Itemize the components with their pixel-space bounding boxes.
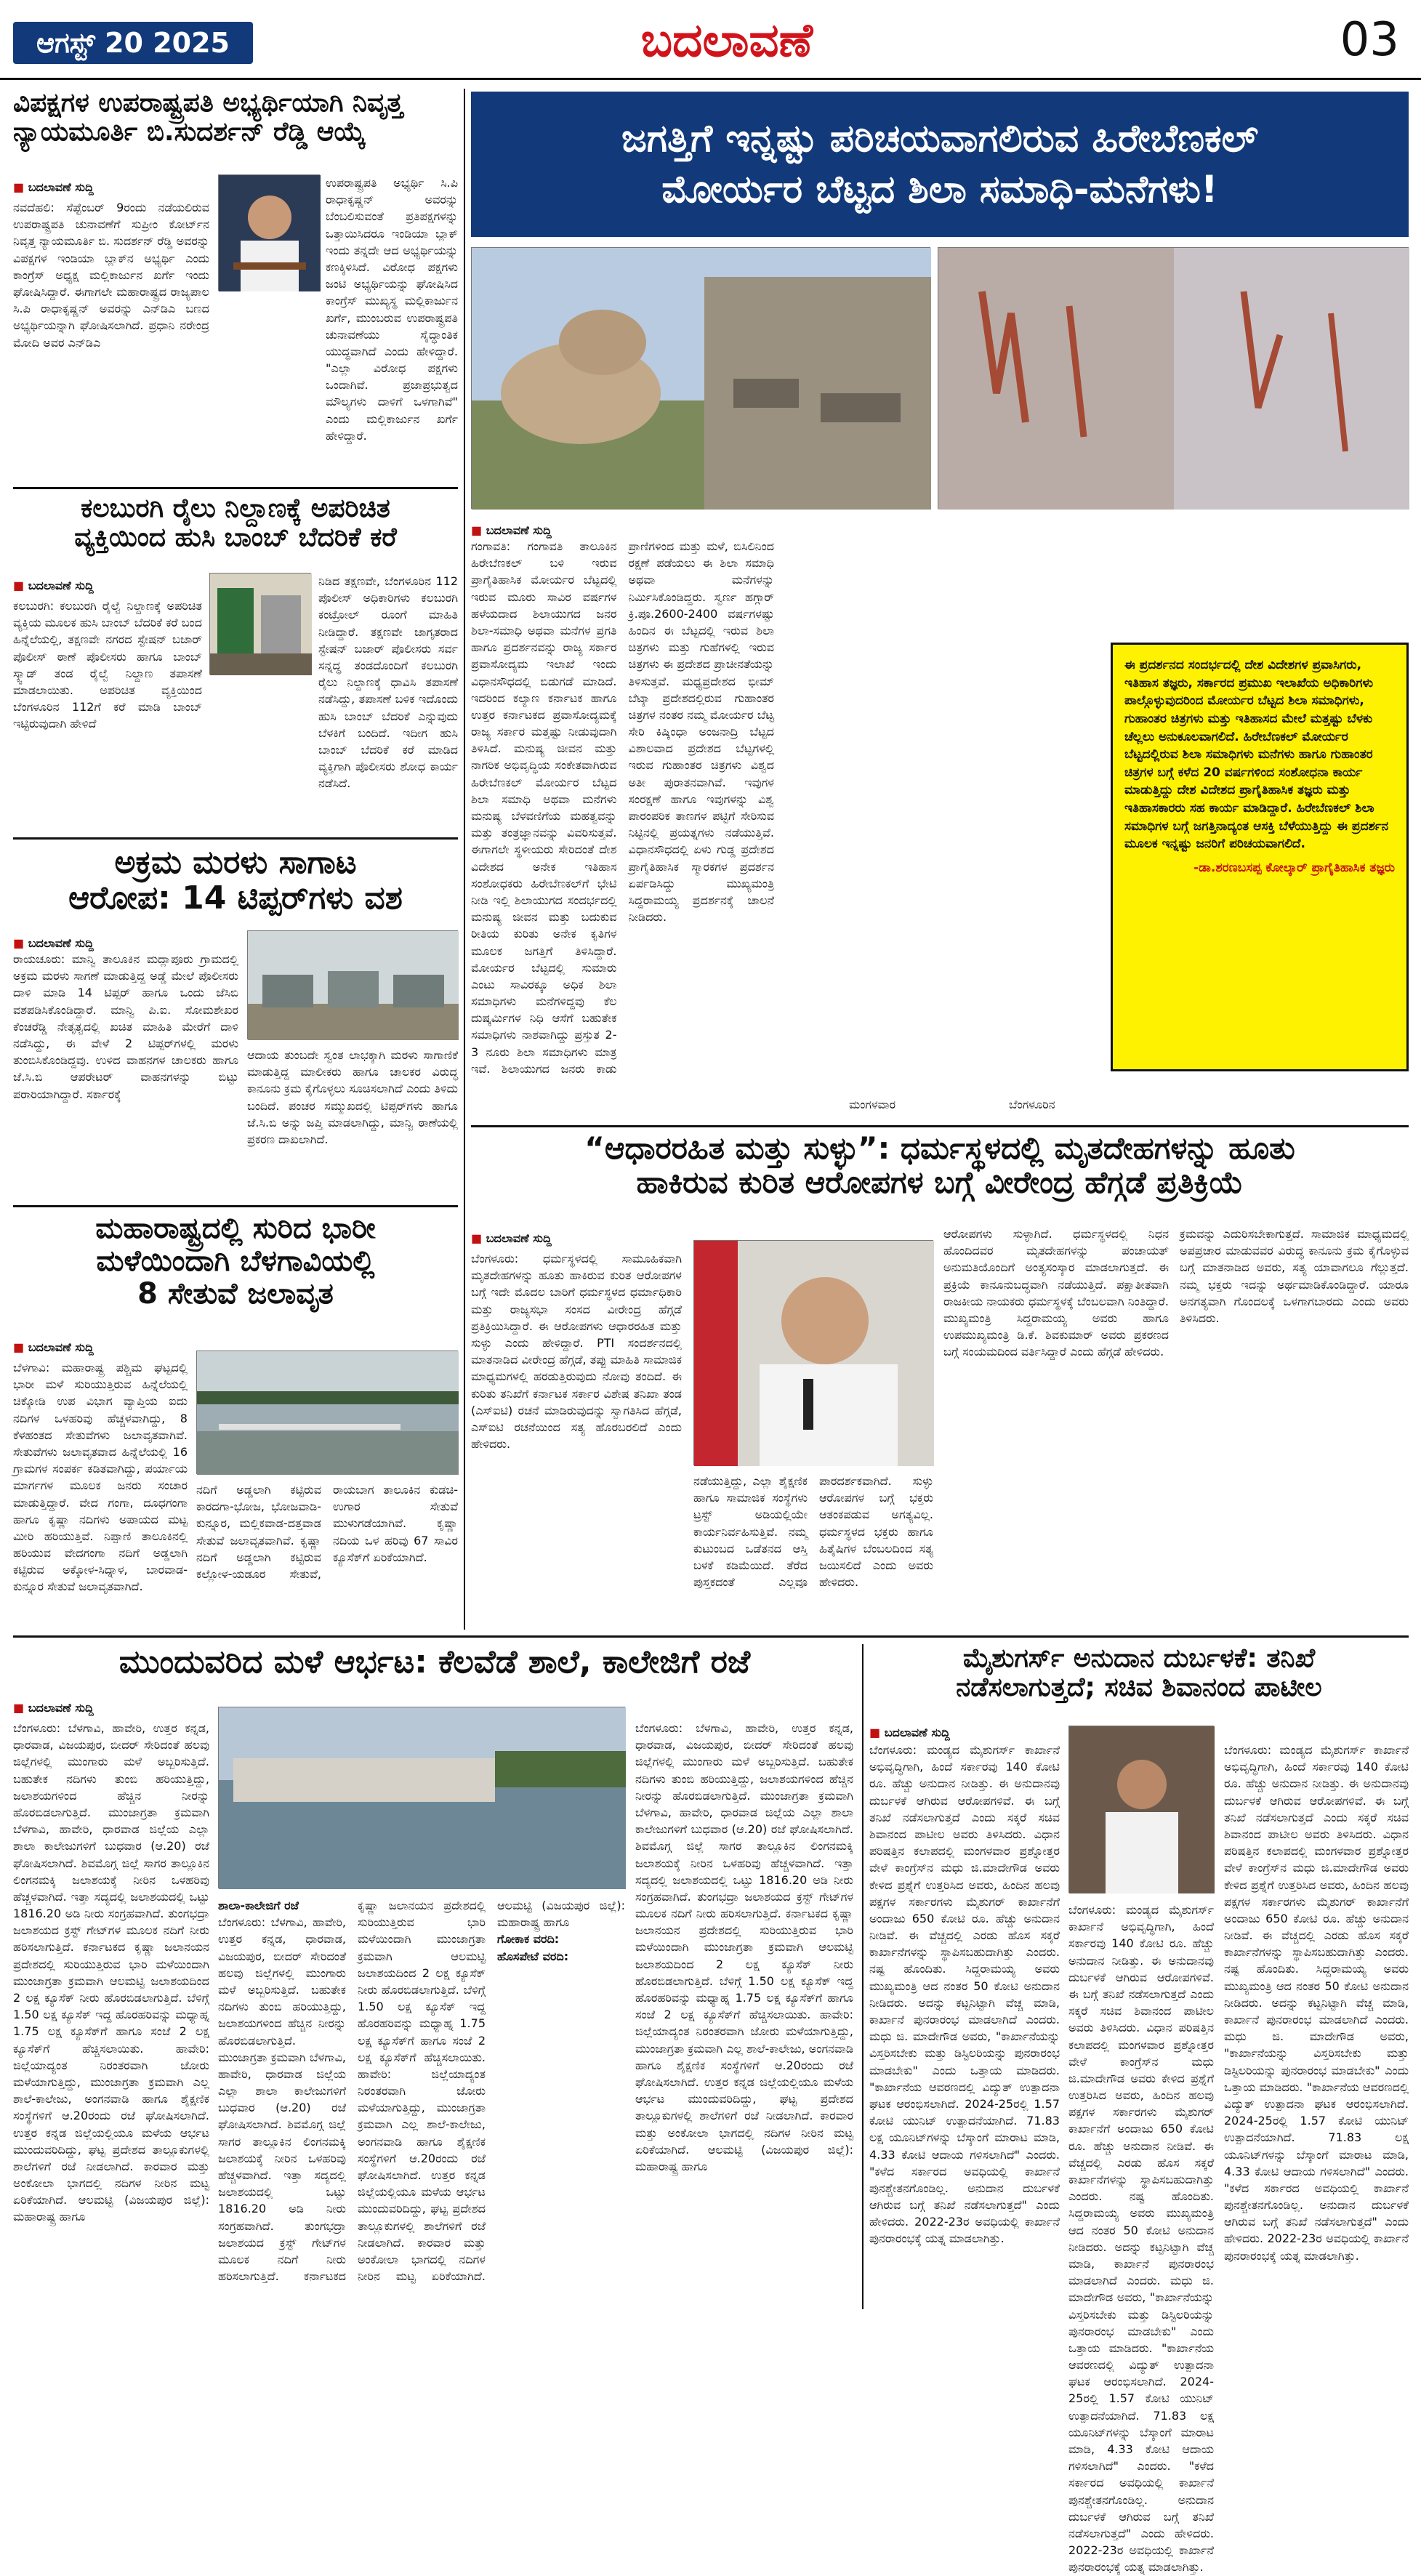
- photo-sudarshan-reddy: [218, 174, 320, 291]
- byline: ■ ಬದಲಾವಣೆ ಸುದ್ದಿ: [869, 1726, 1058, 1740]
- article-body-column-4: ಕ್ರಮವನ್ನು ಎದುರಿಸಬೇಕಾಗುತ್ತದೆ. ಸಾಮಾಜಿಕ ಮಾಧ್ಯಮದಲ್ಲಿ ಅಪಪ್ರಚಾರ ಮಾಡುವವರ ವಿರುದ್ಧ ಕಾನೂನು ಕ್ರಮ ಕೈಗೊಳ್ಳುವ ಬಗ್ಗೆ ಮಾತನಾಡಿದ ಅವರು, ಸತ್ಯ ಯಾವಾಗಲೂ ಗೆಲ್ಲುತ್ತದೆ. ನಮ್ಮ ಭಕ್ತರು ಇದನ್ನು ಅರ್ಥಮಾಡಿಕೊಂಡಿದ್ದಾರೆ. ಯಾರೂ ಅನಗತ್ಯವಾಗಿ ಗೊಂದಲಕ್ಕೆ ಒಳಗಾಗಬಾರದು ಎಂದು ಅವರು ತಿಳಿಸಿದರು.: [1180, 1227, 1409, 1325]
- newspaper-name: ಬದಲಾವಣೆ: [640, 13, 813, 68]
- article-body: ಬೆಂಗಳೂರು: ಮಂಡ್ಯದ ಮೈಶುಗರ್ಸ್ ಕಾರ್ಖಾನೆ ಅಭಿವೃದ್ಧಿಗಾಗಿ, ಹಿಂದೆ ಸರ್ಕಾರವು 140 ಕೋಟಿ ರೂ. ಹೆಚ್ಚು ಅನುದಾನ ನೀಡಿತ್ತು. ಈ ಅನುದಾನವು ದುರ್ಬಳಕೆ ಆಗಿರುವ ಆರೋಪಗಳಿವೆ. ಈ ಬಗ್ಗೆ ತನಿಖೆ ನಡೆಸಲಾಗುತ್ತದೆ ಎಂದು ಸಕ್ಕರೆ ಸಚಿವ ಶಿವಾನಂದ ಪಾಟೀಲ ಅವರು ತಿಳಿಸಿದರು. ವಿಧಾನ ಪರಿಷತ್ತಿನ ಕಲಾಪದಲ್ಲಿ ಮಂಗಳವಾರ ಪ್ರಶ್ನೋತ್ತರ ವೇಳೆ ಕಾಂಗ್ರೆಸ್‌ನ ಮಧು ಜಿ.ಮಾದೇಗೌಡ ಅವರು ಕೇಳಿದ ಪ್ರಶ್ನೆಗೆ ಉತ್ತರಿಸಿದ ಅವರು, ಹಿಂದಿನ ಹಲವು ಪಕ್ಷಗಳ ಸರ್ಕಾರಗಳು ಮೈಶುಗರ್ ಕಾರ್ಖಾನೆಗೆ ಅಂದಾಜು 650 ಕೋಟಿ ರೂ. ಹೆಚ್ಚು ಅನುದಾನ ನೀಡಿವೆ. ಈ ವೆಚ್ಚದಲ್ಲಿ ಎರಡು ಹೊಸ ಸಕ್ಕರೆ ಕಾರ್ಖಾನೆಗಳನ್ನು ಸ್ಥಾಪಿಸಬಹುದಾಗಿತ್ತು ಎಂದರು. ನಷ್ಟ ಹೊಂದಿತು. ಸಿದ್ದರಾಮಯ್ಯ ಅವರು ಮುಖ್ಯಮಂತ್ರಿ ಆದ ನಂತರ 50 ಕೋಟಿ ಅನುದಾನ ನೀಡಿದರು. ಅದನ್ನು ಕಟ್ಟನಿಟ್ಟಾಗಿ ವೆಚ್ಚ ಮಾಡಿ, ಕಾರ್ಖಾನೆ ಪುನರಾರಂಭ ಮಾಡಲಾಗಿದೆ ಎಂದರು. ಮಧು ಜಿ. ಮಾದೇಗೌಡ ಅವರು, "ಕಾರ್ಖಾನೆಯನ್ನು ವಿಸ್ತರಿಸಬೇಕು ಮತ್ತು ಡಿಸ್ಟಿಲರಿಯನ್ನು ಪುನರಾರಂಭ ಮಾಡಬೇಕು" ಎಂದು ಒತ್ತಾಯ ಮಾಡಿದರು. "ಕಾರ್ಖಾನೆಯ ಆವರಣದಲ್ಲಿ ವಿದ್ಯುತ್ ಉತ್ಪಾದನಾ ಘಟಕ ಆರಂಭಿಸಲಾಗಿದೆ. 2024-25ರಲ್ಲಿ 1.57 ಕೋಟಿ ಯುನಿಟ್ ಉತ್ಪಾದನೆಯಾಗಿದೆ. 71.83 ಲಕ್ಷ ಯೂನಿಟ್‌ಗಳನ್ನು ಬೆಸ್ಕಾಂಗೆ ಮಾರಾಟ ಮಾಡಿ, 4.33 ಕೋಟಿ ಆದಾಯ ಗಳಿಸಲಾಗಿದೆ" ಎಂದರು. "ಕಳೆದ ಸರ್ಕಾರದ ಅವಧಿಯಲ್ಲಿ ಕಾರ್ಖಾನೆ ಪುನಶ್ಚೇತನಗೊಂಡಿಲ್ಲ. ಅನುದಾನ ದುರ್ಬಳಕೆ ಆಗಿರುವ ಬಗ್ಗೆ ತನಿಖೆ ನಡೆಸಲಾಗುತ್ತದೆ" ಎಂದು ಹೇಳಿದರು. 2022-23ರ ಅವಧಿಯಲ್ಲಿ ಕಾರ್ಖಾನೆ ಪುನರಾರಂಭಕ್ಕೆ ಯತ್ನ ಮಾಡಲಾಗಿತ್ತು. ಬೆಂಗಳೂರು: ಮಂಡ್ಯದ ಮೈಶುಗರ್ಸ್ ಕಾರ್ಖಾನೆ ಅಭಿವೃದ್ಧಿಗಾಗಿ, ಹಿಂದೆ ಸರ್ಕಾರವು 140 ಕೋಟಿ ರೂ. ಹೆಚ್ಚು ಅನುದಾನ ನೀಡಿತ್ತು. ಈ ಅನುದಾನವು ದುರ್ಬಳಕೆ ಆಗಿರುವ ಆರೋಪಗಳಿವೆ. ಈ ಬಗ್ಗೆ ತನಿಖೆ ನಡೆಸಲಾಗುತ್ತದೆ ಎಂದು ಸಕ್ಕರೆ ಸಚಿವ ಶಿವಾನಂದ ಪಾಟೀಲ ಅವರು ತಿಳಿಸಿದರು. ವಿಧಾನ ಪರಿಷತ್ತಿನ ಕಲಾಪದಲ್ಲಿ ಮಂಗಳವಾರ ಪ್ರಶ್ನೋತ್ತರ ವೇಳೆ ಕಾಂಗ್ರೆಸ್‌ನ ಮಧು ಜಿ.ಮಾದೇಗೌಡ ಅವರು ಕೇಳಿದ ಪ್ರಶ್ನೆಗೆ ಉತ್ತರಿಸಿದ ಅವರು, ಹಿಂದಿನ ಹಲವು ಪಕ್ಷಗಳ ಸರ್ಕಾರಗಳು ಮೈಶುಗರ್ ಕಾರ್ಖಾನೆಗೆ ಅಂದಾಜು 650 ಕೋಟಿ ರೂ. ಹೆಚ್ಚು ಅನುದಾನ ನೀಡಿವೆ. ಈ ವೆಚ್ಚದಲ್ಲಿ ಎರಡು ಹೊಸ ಸಕ್ಕರೆ ಕಾರ್ಖಾನೆಗಳನ್ನು ಸ್ಥಾಪಿಸಬಹುದಾಗಿತ್ತು ಎಂದರು. ನಷ್ಟ ಹೊಂದಿತು. ಸಿದ್ದರಾಮಯ್ಯ ಅವರು ಮುಖ್ಯಮಂತ್ರಿ ಆದ ನಂತರ 50 ಕೋಟಿ ಅನುದಾನ ನೀಡಿದರು. ಅದನ್ನು ಕಟ್ಟನಿಟ್ಟಾಗಿ ವೆಚ್ಚ ಮಾಡಿ, ಕಾರ್ಖಾನೆ ಪುನರಾರಂಭ ಮಾಡಲಾಗಿದೆ ಎಂದರು. ಮಧು ಜಿ. ಮಾದೇಗೌಡ ಅವರು, "ಕಾರ್ಖಾನೆಯನ್ನು ವಿಸ್ತರಿಸಬೇಕು ಮತ್ತು ಡಿಸ್ಟಿಲರಿಯನ್ನು ಪುನರಾರಂಭ ಮಾಡಬೇಕು" ಎಂದು ಒತ್ತಾಯ ಮಾಡಿದರು. "ಕಾರ್ಖಾನೆಯ ಆವರಣದಲ್ಲಿ ವಿದ್ಯುತ್ ಉತ್ಪಾದನಾ ಘಟಕ ಆರಂಭಿಸಲಾಗಿದೆ. 2024-25ರಲ್ಲಿ 1.57 ಕೋಟಿ ಯುನಿಟ್ ಉತ್ಪಾದನೆಯಾಗಿದೆ. 71.83 ಲಕ್ಷ ಯೂನಿಟ್‌ಗಳನ್ನು ಬೆಸ್ಕಾಂಗೆ ಮಾರಾಟ ಮಾಡಿ, 4.33 ಕೋಟಿ ಆದಾಯ ಗಳಿಸಲಾಗಿದೆ" ಎಂದರು. "ಕಳೆದ ಸರ್ಕಾರದ ಅವಧಿಯಲ್ಲಿ ಕಾರ್ಖಾನೆ ಪುನಶ್ಚೇತನಗೊಂಡಿಲ್ಲ. ಅನುದಾನ ದುರ್ಬಳಕೆ ಆಗಿರುವ ಬಗ್ಗೆ ತನಿಖೆ ನಡೆಸಲಾಗುತ್ತದೆ" ಎಂದು ಹೇಳಿದರು. 2022-23ರ ಅವಧಿಯಲ್ಲಿ ಕಾರ್ಖಾನೆ ಪುನರಾರಂಭಕ್ಕೆ ಯತ್ನ ಮಾಡಲಾಗಿತ್ತು. ಬೆಂಗಳೂರು: ಮಂಡ್ಯದ ಮೈಶುಗರ್ಸ್ ಕಾರ್ಖಾನೆ ಅಭಿವೃದ್ಧಿಗಾಗಿ, ಹಿಂದೆ ಸರ್ಕಾರವು 140 ಕೋಟಿ ರೂ. ಹೆಚ್ಚು ಅನುದಾನ ನೀಡಿತ್ತು. ಈ ಅನುದಾನವು ದುರ್ಬಳಕೆ ಆಗಿರುವ ಆರೋಪಗಳಿವೆ. ಈ ಬಗ್ಗೆ ತನಿಖೆ ನಡೆಸಲಾಗುತ್ತದೆ ಎಂದು ಸಕ್ಕರೆ ಸಚಿವ ಶಿವಾನಂದ ಪಾಟೀಲ ಅವರು ತಿಳಿಸಿದರು. ವಿಧಾನ ಪರಿಷತ್ತಿನ ಕಲಾಪದಲ್ಲಿ ಮಂಗಳವಾರ ಪ್ರಶ್ನೋತ್ತರ ವೇಳೆ ಕಾಂಗ್ರೆಸ್‌ನ ಮಧು ಜಿ.ಮಾದೇಗೌಡ ಅವರು ಕೇಳಿದ ಪ್ರಶ್ನೆಗೆ ಉತ್ತರಿಸಿದ ಅವರು, ಹಿಂದಿನ ಹಲವು ಪಕ್ಷಗಳ ಸರ್ಕಾರಗಳು ಮೈಶುಗರ್ ಕಾರ್ಖಾನೆಗೆ ಅಂದಾಜು 650 ಕೋಟಿ ರೂ. ಹೆಚ್ಚು ಅನುದಾನ ನೀಡಿವೆ. ಈ ವೆಚ್ಚದಲ್ಲಿ ಎರಡು ಹೊಸ ಸಕ್ಕರೆ ಕಾರ್ಖಾನೆಗಳನ್ನು ಸ್ಥಾಪಿಸಬಹುದಾಗಿತ್ತು ಎಂದರು. ನಷ್ಟ ಹೊಂದಿತು. ಸಿದ್ದರಾಮಯ್ಯ ಅವರು ಮುಖ್ಯಮಂತ್ರಿ ಆದ ನಂತರ 50 ಕೋಟಿ ಅನುದಾನ ನೀಡಿದರು. ಅದನ್ನು ಕಟ್ಟನಿಟ್ಟಾಗಿ ವೆಚ್ಚ ಮಾಡಿ, ಕಾರ್ಖಾನೆ ಪುನರಾರಂಭ ಮಾಡಲಾಗಿದೆ ಎಂದರು. ಮಧು ಜಿ. ಮಾದೇಗೌಡ ಅವರು, "ಕಾರ್ಖಾನೆಯನ್ನು ವಿಸ್ತರಿಸಬೇಕು ಮತ್ತು ಡಿಸ್ಟಿಲರಿಯನ್ನು ಪುನರಾರಂಭ ಮಾಡಬೇಕು" ಎಂದು ಒತ್ತಾಯ ಮಾಡಿದರು. "ಕಾರ್ಖಾನೆಯ ಆವರಣದಲ್ಲಿ ವಿದ್ಯುತ್ ಉತ್ಪಾದನಾ ಘಟಕ ಆರಂಭಿಸಲಾಗಿದೆ. 2024-25ರಲ್ಲಿ 1.57 ಕೋಟಿ ಯುನಿಟ್ ಉತ್ಪಾದನೆಯಾಗಿದೆ. 71.83 ಲಕ್ಷ ಯೂನಿಟ್‌ಗಳನ್ನು ಬೆಸ್ಕಾಂಗೆ ಮಾರಾಟ ಮಾಡಿ, 4.33 ಕೋಟಿ ಆದಾಯ ಗಳಿಸಲಾಗಿದೆ" ಎಂದರು. "ಕಳೆದ ಸರ್ಕಾರದ ಅವಧಿಯಲ್ಲಿ ಕಾರ್ಖಾನೆ ಪುನಶ್ಚೇತನಗೊಂಡಿಲ್ಲ. ಅನುದಾನ ದುರ್ಬಳಕೆ ಆಗಿರುವ ಬಗ್ಗೆ ತನಿಖೆ ನಡೆಸಲಾಗುತ್ತದೆ" ಎಂದು ಹೇಳಿದರು. 2022-23ರ ಅವಧಿಯಲ್ಲಿ ಕಾರ್ಖಾನೆ ಪುನರಾರಂಭಕ್ಕೆ ಯತ್ನ ಮಾಡಲಾಗಿತ್ತು.: [869, 1743, 1409, 2575]
- article-body-lower: ಶಾಲಾ-ಕಾಲೇಜಿಗೆ ರಜೆ ಬೆಂಗಳೂರು: ಬೆಳಗಾವಿ, ಹಾವೇರಿ, ಉತ್ತರ ಕನ್ನಡ, ಧಾರವಾಡ, ವಿಜಯಪುರ, ಬೀದರ್ ಸೇರಿದಂತೆ ಹಲವು ಜಿಲ್ಲೆಗಳಲ್ಲಿ ಮುಂಗಾರು ಮಳೆ ಅಬ್ಬರಿಸುತ್ತಿದೆ. ಬಹುತೇಕ ನದಿಗಳು ತುಂಬಿ ಹರಿಯುತ್ತಿದ್ದು, ಜಲಾಶಯಗಳಿಂದ ಹೆಚ್ಚಿನ ನೀರನ್ನು ಹೊರಬಿಡಲಾಗುತ್ತಿದೆ. ಮುಂಜಾಗ್ರತಾ ಕ್ರಮವಾಗಿ ಬೆಳಗಾವಿ, ಹಾವೇರಿ, ಧಾರವಾಡ ಜಿಲ್ಲೆಯ ಎಲ್ಲಾ ಶಾಲಾ ಕಾಲೇಜುಗಳಿಗೆ ಬುಧವಾರ (ಆ.20) ರಜೆ ಘೋಷಿಸಲಾಗಿದೆ. ಶಿವಮೊಗ್ಗ ಜಿಲ್ಲೆ ಸಾಗರ ತಾಲ್ಲೂಕಿನ ಲಿಂಗನಮಕ್ಕಿ ಜಲಾಶಯಕ್ಕೆ ನೀರಿನ ಒಳಹರಿವು ಹೆಚ್ಚಳವಾಗಿದೆ. ಇತ್ತಾ ಸದ್ಯದಲ್ಲಿ ಜಲಾಶಯದಲ್ಲಿ ಒಟ್ಟು 1816.20 ಅಡಿ ನೀರು ಸಂಗ್ರಹವಾಗಿದೆ. ತುಂಗಭದ್ರಾ ಜಲಾಶಯದ ಕ್ರಸ್ಟ್ ಗೇಟ್‌ಗಳ ಮೂಲಕ ನದಿಗೆ ನೀರು ಹರಿಸಲಾಗುತ್ತಿದೆ. ಕರ್ನಾಟಕದ ಕೃಷ್ಣಾ ಜಲಾನಯನ ಪ್ರದೇಶದಲ್ಲಿ ಸುರಿಯುತ್ತಿರುವ ಭಾರಿ ಮಳೆಯಿಂದಾಗಿ ಮುಂಜಾಗ್ರತಾ ಕ್ರಮವಾಗಿ ಆಲಮಟ್ಟಿ ಜಲಾಶಯದಿಂದ 2 ಲಕ್ಷ ಕ್ಯೂಸೆಕ್ ನೀರು ಹೊರಬಿಡಲಾಗುತ್ತಿದೆ. ಬೆಳಿಗ್ಗೆ 1.50 ಲಕ್ಷ ಕ್ಯೂಸೆಕ್ ಇದ್ದ ಹೊರಹರಿವನ್ನು ಮಧ್ಯಾಹ್ನ 1.75 ಲಕ್ಷ ಕ್ಯೂಸೆಕ್‌ಗೆ ಹಾಗೂ ಸಂಜೆ 2 ಲಕ್ಷ ಕ್ಯೂಸೆಕ್‌ಗೆ ಹೆಚ್ಚಿಸಲಾಯಿತು. ಹಾವೇರಿ: ಜಿಲ್ಲೆಯಾದ್ಯಂತ ನಿರಂತರವಾಗಿ ಜೋರು ಮಳೆಯಾಗುತ್ತಿದ್ದು, ಮುಂಜಾಗ್ರತಾ ಕ್ರಮವಾಗಿ ಎಲ್ಲ ಶಾಲೆ-ಕಾಲೇಜು, ಅಂಗನವಾಡಿ ಹಾಗೂ ಶೈಕ್ಷಣಿಕ ಸಂಸ್ಥೆಗಳಿಗೆ ಆ.20ರಂದು ರಜೆ ಘೋಷಿಸಲಾಗಿದೆ. ಉತ್ತರ ಕನ್ನಡ ಜಿಲ್ಲೆಯಲ್ಲಿಯೂ ಮಳೆಯ ಆರ್ಭಟ ಮುಂದುವರಿದಿದ್ದು, ಘಟ್ಟ ಪ್ರದೇಶದ ತಾಲ್ಲೂಕುಗಳಲ್ಲಿ ಶಾಲೆಗಳಿಗೆ ರಜೆ ನೀಡಲಾಗಿದೆ. ಕಾರವಾರ ಮತ್ತು ಅಂಕೋಲಾ ಭಾಗದಲ್ಲಿ ನದಿಗಳ ನೀರಿನ ಮಟ್ಟ ಏರಿಕೆಯಾಗಿದೆ. ಆಲಮಟ್ಟಿ (ವಿಜಯಪುರ ಜಿಲ್ಲೆ): ಮಹಾರಾಷ್ಟ್ರ ಹಾಗೂ ಗೋಕಾಕ ವರದಿ: ಹೊಸಪೇಟೆ ವರದಿ:: [218, 1899, 625, 2284]
- byline: ■ ಬದಲಾವಣೆ ಸುದ್ದಿ: [13, 1340, 188, 1355]
- subhead-gokak: ಗೋಕಾಕ ವರದಿ:: [497, 1932, 560, 1947]
- article-body-continued: ನಿಡಿದ ತಕ್ಷಣವೇ, ಬೆಂಗಳೂರಿನ 112 ಪೊಲೀಸ್ ಅಧಿಕಾರಿಗಳು ಕಲಬುರಗಿ ಕಂಟ್ರೋಲ್ ರೂಂಗೆ ಮಾಹಿತಿ ನೀಡಿದ್ದಾರೆ. ತಕ್ಷಣವೇ ಜಾಗೃತರಾದ ಸ್ಟೇಷನ್ ಬಜಾರ್ ಪೊಲೀಸರು ಸರ್ವ ಸನ್ನದ್ಧ ತಂಡದೊಂದಿಗೆ ಕಲಬುರಗಿ ರೈಲು ನಿಲ್ದಾಣಕ್ಕೆ ಧಾವಿಸಿ ತಪಾಸಣೆ ನಡೆಸಿದ್ದು, ತಪಾಸಣೆ ಬಳಿಕ ಇದೊಂದು ಹುಸಿ ಬಾಂಬ್ ಬೆದರಿಕೆ ಎನ್ನುವುದು ಬೆಳಕಿಗೆ ಬಂದಿದೆ. ಇದೀಗ ಹುಸಿ ಬಾಂಬ್ ಬೆದರಿಕೆ ಕರೆ ಮಾಡಿದ ವ್ಯಕ್ತಿಗಾಗಿ ಪೊಲೀಸರು ಶೋಧ ಕಾರ್ಯ ನಡೆಸಿದೆ.: [318, 574, 458, 791]
- article-body: ಬೆಂಗಳೂರು: ಬೆಳಗಾವಿ, ಹಾವೇರಿ, ಉತ್ತರ ಕನ್ನಡ, ಧಾರವಾಡ, ವಿಜಯಪುರ, ಬೀದರ್ ಸೇರಿದಂತೆ ಹಲವು ಜಿಲ್ಲೆಗಳಲ್ಲಿ ಮುಂಗಾರು ಮಳೆ ಅಬ್ಬರಿಸುತ್ತಿದೆ. ಬಹುತೇಕ ನದಿಗಳು ತುಂಬಿ ಹರಿಯುತ್ತಿದ್ದು, ಜಲಾಶಯಗಳಿಂದ ಹೆಚ್ಚಿನ ನೀರನ್ನು ಹೊರಬಿಡಲಾಗುತ್ತಿದೆ. ಮುಂಜಾಗ್ರತಾ ಕ್ರಮವಾಗಿ ಬೆಳಗಾವಿ, ಹಾವೇರಿ, ಧಾರವಾಡ ಜಿಲ್ಲೆಯ ಎಲ್ಲಾ ಶಾಲಾ ಕಾಲೇಜುಗಳಿಗೆ ಬುಧವಾರ (ಆ.20) ರಜೆ ಘೋಷಿಸಲಾಗಿದೆ. ಶಿವಮೊಗ್ಗ ಜಿಲ್ಲೆ ಸಾಗರ ತಾಲ್ಲೂಕಿನ ಲಿಂಗನಮಕ್ಕಿ ಜಲಾಶಯಕ್ಕೆ ನೀರಿನ ಒಳಹರಿವು ಹೆಚ್ಚಳವಾಗಿದೆ. ಇತ್ತಾ ಸದ್ಯದಲ್ಲಿ ಜಲಾಶಯದಲ್ಲಿ ಒಟ್ಟು 1816.20 ಅಡಿ ನೀರು ಸಂಗ್ರಹವಾಗಿದೆ. ತುಂಗಭದ್ರಾ ಜಲಾಶಯದ ಕ್ರಸ್ಟ್ ಗೇಟ್‌ಗಳ ಮೂಲಕ ನದಿಗೆ ನೀರು ಹರಿಸಲಾಗುತ್ತಿದೆ. ಕರ್ನಾಟಕದ ಕೃಷ್ಣಾ ಜಲಾನಯನ ಪ್ರದೇಶದಲ್ಲಿ ಸುರಿಯುತ್ತಿರುವ ಭಾರಿ ಮಳೆಯಿಂದಾಗಿ ಮುಂಜಾಗ್ರತಾ ಕ್ರಮವಾಗಿ ಆಲಮಟ್ಟಿ ಜಲಾಶಯದಿಂದ 2 ಲಕ್ಷ ಕ್ಯೂಸೆಕ್ ನೀರು ಹೊರಬಿಡಲಾಗುತ್ತಿದೆ. ಬೆಳಿಗ್ಗೆ 1.50 ಲಕ್ಷ ಕ್ಯೂಸೆಕ್ ಇದ್ದ ಹೊರಹರಿವನ್ನು ಮಧ್ಯಾಹ್ನ 1.75 ಲಕ್ಷ ಕ್ಯೂಸೆಕ್‌ಗೆ ಹಾಗೂ ಸಂಜೆ 2 ಲಕ್ಷ ಕ್ಯೂಸೆಕ್‌ಗೆ ಹೆಚ್ಚಿಸಲಾಯಿತು. ಹಾವೇರಿ: ಜಿಲ್ಲೆಯಾದ್ಯಂತ ನಿರಂತರವಾಗಿ ಜೋರು ಮಳೆಯಾಗುತ್ತಿದ್ದು, ಮುಂಜಾಗ್ರತಾ ಕ್ರಮವಾಗಿ ಎಲ್ಲ ಶಾಲೆ-ಕಾಲೇಜು, ಅಂಗನವಾಡಿ ಹಾಗೂ ಶೈಕ್ಷಣಿಕ ಸಂಸ್ಥೆಗಳಿಗೆ ಆ.20ರಂದು ರಜೆ ಘೋಷಿಸಲಾಗಿದೆ. ಉತ್ತರ ಕನ್ನಡ ಜಿಲ್ಲೆಯಲ್ಲಿಯೂ ಮಳೆಯ ಆರ್ಭಟ ಮುಂದುವರಿದಿದ್ದು, ಘಟ್ಟ ಪ್ರದೇಶದ ತಾಲ್ಲೂಕುಗಳಲ್ಲಿ ಶಾಲೆಗಳಿಗೆ ರಜೆ ನೀಡಲಾಗಿದೆ. ಕಾರವಾರ ಮತ್ತು ಅಂಕೋಲಾ ಭಾಗದಲ್ಲಿ ನದಿಗಳ ನೀರಿನ ಮಟ್ಟ ಏರಿಕೆಯಾಗಿದೆ. ಆಲಮಟ್ಟಿ (ವಿಜಯಪುರ ಜಿಲ್ಲೆ): ಮಹಾರಾಷ್ಟ್ರ ಹಾಗೂ: [13, 1721, 209, 2224]
- article-illegal-sand: [13, 845, 458, 1201]
- article-body-continued: ಉಪರಾಷ್ಟ್ರಪತಿ ಅಭ್ಯರ್ಥಿ ಸಿ.ಪಿ ರಾಧಾಕೃಷ್ಣನ್ ಅವರನ್ನು ಬೆಂಬಲಿಸುವಂತೆ ಪ್ರತಿಪಕ್ಷಗಳನ್ನು ಒತ್ತಾಯಿಸಿದರೂ ಇಂಡಿಯಾ ಬ್ಲಾಕ್ ಇಂದು ತನ್ನದೇ ಆದ ಅಭ್ಯರ್ಥಿಯನ್ನು ಕಣಕ್ಕಿಳಿಸಿದೆ. ವಿರೋಧ ಪಕ್ಷಗಳು ಜಂಟಿ ಅಭ್ಯರ್ಥಿಯನ್ನು ಘೋಷಿಸಿದ ಕಾಂಗ್ರೆಸ್ ಮುಖ್ಯಸ್ಥ ಮಲ್ಲಿಕಾರ್ಜುನ ಖರ್ಗೆ, ಮುಂಬರುವ ಉಪರಾಷ್ಟ್ರಪತಿ ಚುನಾವಣೆಯು ಸೈದ್ಧಾಂತಿಕ ಯುದ್ಧವಾಗಿದೆ ಎಂದು ಹೇಳಿದ್ದಾರೆ. "ಎಲ್ಲಾ ವಿರೋಧ ಪಕ್ಷಗಳು ಒಂದಾಗಿವೆ. ಪ್ರಜಾಪ್ರಭುತ್ವದ ಮೌಲ್ಯಗಳು ದಾಳಿಗೆ ಒಳಗಾಗಿವೆ" ಎಂದು ಮಲ್ಲಿಕಾರ್ಜುನ ಖರ್ಗೆ ಹೇಳಿದ್ದಾರೆ.: [326, 176, 458, 443]
- article-vice-president: [13, 89, 458, 481]
- issue-date: ಆಗಸ್ಟ್ 20 2025: [13, 22, 253, 64]
- byline: ■ ಬದಲಾವಣೆ ಸುದ್ದಿ: [471, 1231, 682, 1246]
- photo-railway-station: [209, 573, 311, 675]
- article-body-continued: ನಡೆಯುತ್ತಿದ್ದು, ಎಲ್ಲಾ ಶೈಕ್ಷಣಿಕ ಹಾಗೂ ಸಾಮಾಜಿಕ ಸಂಸ್ಥೆಗಳು ಟ್ರಸ್ಟ್ ಅಡಿಯಲ್ಲಿಯೇ ಕಾರ್ಯನಿರ್ವಹಿಸುತ್ತಿವೆ. ನಮ್ಮ ಕುಟುಂಬದ ಒಡೆತನದ ಆಸ್ತಿ ಬಳಕೆ ಕಡಿಮೆಯಿದೆ. ತೆರೆದ ಪುಸ್ತಕದಂತೆ ಎಲ್ಲವೂ ಪಾರದರ್ಶಕವಾಗಿದೆ. ಸುಳ್ಳು ಆರೋಪಗಳ ಬಗ್ಗೆ ಭಕ್ತರು ಆತಂಕಪಡುವ ಅಗತ್ಯವಿಲ್ಲ. ಧರ್ಮಸ್ಥಳದ ಭಕ್ತರು ಹಾಗೂ ಹಿತೈಷಿಗಳ ಬೆಂಬಲದಿಂದ ಸತ್ಯ ಜಯಿಸಲಿದೆ ಎಂದು ಅವರು ಹೇಳಿದರು.: [693, 1474, 933, 1590]
- article-body: ನವದೆಹಲಿ: ಸೆಪ್ಟೆಂಬರ್ 9ರಂದು ನಡೆಯಲಿರುವ ಉಪರಾಷ್ಟ್ರಪತಿ ಚುನಾವಣೆಗೆ ಸುಪ್ರೀಂ ಕೋರ್ಟ್‌ನ ನಿವೃತ್ತ ನ್ಯಾಯಮೂರ್ತಿ ಬಿ. ಸುದರ್ಶನ್ ರೆಡ್ಡಿ ಅವರನ್ನು ವಿಪಕ್ಷಗಳ ಇಂಡಿಯಾ ಬ್ಲಾಕ್‌ನ ಅಭ್ಯರ್ಥಿ ಎಂದು ಕಾಂಗ್ರೆಸ್ ಅಧ್ಯಕ್ಷ ಮಲ್ಲಿಕಾರ್ಜುನ ಖರ್ಗೆ ಇಂದು ಘೋಷಿಸಿದ್ದಾರೆ. ಈಗಾಗಲೇ ಮಹಾರಾಷ್ಟ್ರದ ರಾಜ್ಯಪಾಲ ಸಿ.ಪಿ ರಾಧಾಕೃಷ್ಣನ್ ಅವರನ್ನು ಎನ್‌ಡಿಎ ಬಣದ ಅಭ್ಯರ್ಥಿಯನ್ನಾಗಿ ಘೋಷಿಸಲಾಗಿದೆ. ಪ್ರಧಾನಿ ನರೇಂದ್ರ ಮೋದಿ ಅವರ ಎನ್‌ಡಿಎ: [13, 201, 209, 350]
- article-belagavi-bridges: [13, 1212, 458, 1628]
- article-dharmasthala: [471, 1131, 1409, 1633]
- article-headline-banner: ಜಗತ್ತಿಗೆ ಇನ್ನಷ್ಟು ಪರಿಚಯವಾಗಲಿರುವ ಹಿರೇಬೆಣಕಲ್ ಮೋರ್ಯರ ಬೆಟ್ಟದ ಶಿಲಾ ಸಮಾಧಿ-ಮನೆಗಳು!: [471, 92, 1409, 237]
- article-rain-school-holiday: [13, 1644, 856, 2309]
- article-body-continued: ನದಿಗೆ ಅಡ್ಡಲಾಗಿ ಕಟ್ಟಿರುವ ಕಾರದಗಾ-ಭೋಜ, ಭೋಜವಾಡಿ-ಕುನ್ನೂರ, ಮಲ್ಲಿಕವಾಡ-ದತ್ತವಾಡ ಸೇತುವೆ ಜಲಾವೃತವಾಗಿವೆ. ಕೃಷ್ಣಾ ನದಿಗೆ ಅಡ್ಡಲಾಗಿ ಕಟ್ಟಿರುವ ಕಲ್ಲೋಳ-ಯಡೂರ ಸೇತುವೆ, ರಾಯಬಾಗ ತಾಲೂಕಿನ ಕುಡಚಿ-ಉಗಾರ ಸೇತುವೆ ಮುಳುಗಡೆಯಾಗಿವೆ. ಕೃಷ್ಣಾ ನದಿಯ ಒಳ ಹರಿವು 67 ಸಾವಿರ ಕ್ಯೂಸೆಕ್‌ಗೆ ಏರಿಕೆಯಾಗಿದೆ.: [196, 1483, 458, 1581]
- expert-quote-box: ಈ ಪ್ರದರ್ಶನದ ಸಂದರ್ಭದಲ್ಲಿ ದೇಶ ವಿದೇಶಗಳ ಪ್ರವಾಸಿಗರು, ಇತಿಹಾಸ ತಜ್ಞರು, ಸರ್ಕಾರದ ಪ್ರಮುಖ ಇಲಾಖೆಯ ಅಧಿಕಾರಿಗಳು ಪಾಲ್ಗೊಳ್ಳುವುದರಿಂದ ಮೋರ್ಯರ ಬೆಟ್ಟದ ಶಿಲಾ ಸಮಾಧಿಗಳು, ಗುಹಾಂತರ ಚಿತ್ರಗಳು ಮತ್ತು ಇತಿಹಾಸದ ಮೇಲೆ ಮತ್ತಷ್ಟು ಬೆಳಕು ಚೆಲ್ಲಲು ಅನುಕೂಲವಾಗಲಿದೆ. ಹಿರೇಬೆಣಕಲ್ ಮೋರ್ಯರ ಬೆಟ್ಟದಲ್ಲಿರುವ ಶಿಲಾ ಸಮಾಧಿಗಳು ಮನೆಗಳು ಹಾಗೂ ಗುಹಾಂತರ ಚಿತ್ರಗಳ ಬಗ್ಗೆ ಕಳೆದ 20 ವರ್ಷಗಳಿಂದ ಸಂಶೋಧನಾ ಕಾರ್ಯ ಮಾಡುತ್ತಿದ್ದು ದೇಶ ವಿದೇಶದ ಪ್ರಾಗೈತಿಹಾಸಿಕ ತಜ್ಞರು ಮತ್ತು ಇತಿಹಾಸಕಾರರು ಸಹ ಕಾರ್ಯ ಮಾಡಿದ್ದಾರೆ. ಹಿರೇಬೆಣಕಲ್ ಶಿಲಾ ಸಮಾಧಿಗಳ ಬಗ್ಗೆ ಜಗತ್ತಿನಾದ್ಯಂತ ಆಸಕ್ತಿ ಬೆಳೆಯುತ್ತಿದ್ದು ಈ ಪ್ರದರ್ಶನ ಮೂಲಕ ಇನ್ನಷ್ಟು ಜನರಿಗೆ ಪರಿಚಯವಾಗಲಿದೆ. -ಡಾ.ಶರಣಬಸಪ್ಪ ಕೋಲ್ಕಾರ್ ಪ್ರಾಗೈತಿಹಾಸಿಕ ತಜ್ಞರು: [1111, 643, 1409, 1071]
- article-body-continued: ಆದಾಯ ತುಂಬದೇ ಸ್ವಂತ ಲಾಭಕ್ಕಾಗಿ ಮರಳು ಸಾಗಾಣಿಕೆ ಮಾಡುತ್ತಿದ್ದ ಮಾಲೀಕರು ಹಾಗೂ ಚಾಲಕರ ವಿರುದ್ಧ ಕಾನೂನು ಕ್ರಮ ಕೈಗೊಳ್ಳಲು ಸೂಚಿಸಲಾಗಿದೆ ಎಂದು ತಿಳಿದು ಬಂದಿದೆ. ಪಂಚರ ಸಮ್ಮುಖದಲ್ಲಿ ಟಿಪ್ಪರ್‌ಗಳು ಹಾಗೂ ಜೆ.ಸಿ.ಬಿ ಅನ್ನು ಜಪ್ತಿ ಮಾಡಲಾಗಿದ್ದು, ಮಾನ್ವಿ ಠಾಣೆಯಲ್ಲಿ ಪ್ರಕರಣ ದಾಖಲಾಗಿದೆ.: [247, 1048, 458, 1146]
- masthead: [0, 0, 1421, 80]
- photo-flooded-bridge: [196, 1351, 458, 1474]
- subhead-holiday: ಶಾಲಾ-ಕಾಲೇಜಿಗೆ ರಜೆ: [218, 1899, 299, 1912]
- article-mysugar-grant: [869, 1643, 1409, 2575]
- article-headline: ಕಲಬುರಗಿ ರೈಲು ನಿಲ್ದಾಣಕ್ಕೆ ಅಪರಿಚಿತ ವ್ಯಕ್ತಿಯಿಂದ ಹುಸಿ ಬಾಂಬ್ ಬೆದರಿಕೆ ಕರೆ: [74, 494, 397, 553]
- photo-veerendra-heggade: [693, 1240, 933, 1465]
- byline: ■ ಬದಲಾವಣೆ ಸುದ್ದಿ: [13, 180, 209, 195]
- photo-seized-tippers: [247, 930, 458, 1039]
- dateline-day: ಮಂಗಳವಾರ: [849, 1098, 896, 1111]
- photo-megalithic-dolmens: [471, 247, 930, 509]
- article-body: ಕಲಬುರಗಿ: ಕಲಬುರಗಿ ರೈಲ್ವೆ ನಿಲ್ದಾಣಕ್ಕೆ ಅಪರಿಚಿತ ವ್ಯಕ್ತಿಯ ಮೂಲಕ ಹುಸಿ ಬಾಂಬ್ ಬೆದರಿಕೆ ಕರೆ ಬಂದ ಹಿನ್ನೆಲೆಯಲ್ಲಿ, ತಕ್ಷಣವೇ ನಗರದ ಸ್ಟೇಷನ್ ಬಜಾರ್ ಪೊಲೀಸ್ ಠಾಣೆ ಪೊಲೀಸರು ಹಾಗೂ ಬಾಂಬ್ ಸ್ಕ್ವಾಡ್ ತಂಡ ರೈಲ್ವೆ ನಿಲ್ದಾಣ ತಪಾಸಣೆ ಮಾಡಲಾಯಿತು. ಅಪರಿಚಿತ ವ್ಯಕ್ತಿಯಿಂದ ಬೆಂಗಳೂರಿನ 112ಗೆ ಕರೆ ಮಾಡಿ ಬಾಂಬ್ ಇಟ್ಟಿರುವುದಾಗಿ ಹೇಳಿದೆ: [13, 599, 202, 731]
- article-headline: ಅಕ್ರಮ ಮರಳು ಸಾಗಾಟ ಆರೋಪ: 14 ಟಿಪ್ಪರ್‌ಗಳು ವಶ: [68, 844, 403, 917]
- subhead-hosapete: ಹೊಸಪೇಟೆ ವರದಿ:: [497, 1949, 569, 1963]
- article-hirebenakal-body: [471, 518, 1409, 1121]
- byline: ■ ಬದಲಾವಣೆ ಸುದ್ದಿ: [13, 1701, 209, 1715]
- article-bomb-threat: [13, 494, 458, 832]
- article-body: ಗಂಗಾವತಿ: ಗಂಗಾವತಿ ತಾಲೂಕಿನ ಹಿರೇಬೆಣಕಲ್ ಬಳಿ ಇರುವ ಪ್ರಾಗೈತಿಹಾಸಿಕ ಮೋರ್ಯರ ಬೆಟ್ಟದಲ್ಲಿ ಇರುವ ಮೂರು ಸಾವಿರ ವರ್ಷಗಳ ಹಳೆಯದಾದ ಶಿಲಾಯುಗದ ಜನರ ಶಿಲಾ-ಸಮಾಧಿ ಅಥವಾ ಮನೆಗಳ ಪ್ರಗತಿ ಹಾಗೂ ಪ್ರದರ್ಶನವನ್ನು ರಾಜ್ಯ ಸರ್ಕಾರ ಪ್ರವಾಸೋದ್ಯಮ ಇಲಾಖೆ ಇಂದು ವಿಧಾನಸೌಧದಲ್ಲಿ ಬಿಡುಗಡೆ ಮಾಡಿದೆ. ಇದರಿಂದ ಕಲ್ಯಾಣ ಕರ್ನಾಟಕ ಹಾಗೂ ಉತ್ತರ ಕರ್ನಾಟಕದ ಪ್ರವಾಸೋದ್ಯಮಕ್ಕೆ ರಾಜ್ಯ ಸರ್ಕಾರ ಮತ್ತಷ್ಟು ನೀಡುವುದಾಗಿ ತಿಳಿಸಿದೆ. ಮನುಷ್ಯ ಜೀವನ ಮತ್ತು ನಾಗರಿಕ ಅಭಿವೃದ್ಧಿಯ ಸಂಕೇತವಾಗಿರುವ ಹಿರೇಬೆಣಕಲ್ ಮೋರ್ಯರ ಬೆಟ್ಟದ ಶಿಲಾ ಸಮಾಧಿ ಅಥವಾ ಮನೆಗಳು ಮನುಷ್ಯ ಬೆಳವಣಿಗೆಯ ಮಹತ್ವವನ್ನು ಮತ್ತು ತಂತ್ರಜ್ಞಾನವನ್ನು ವಿವರಿಸುತ್ತವೆ. ಈಗಾಗಲೇ ಸ್ಥಳೀಯರು ಸೇರಿದಂತೆ ದೇಶ ವಿದೇಶದ ಅನೇಕ ಇತಿಹಾಸ ಸಂಶೋಧಕರು ಹಿರೇಬೆಣಕಲ್‌ಗೆ ಭೇಟಿ ನೀಡಿ ಇಲ್ಲಿ ಶಿಲಾಯುಗದ ಸಂದರ್ಭದಲ್ಲಿ ಮನುಷ್ಯ ಜೀವನ ಮತ್ತು ಬದುಕುವ ರೀತಿಯ ಕುರಿತು ಅನೇಕ ಕೃತಿಗಳ ಮೂಲಕ ಜಗತ್ತಿಗೆ ತಿಳಿಸಿದ್ದಾರೆ. ಮೋರ್ಯರ ಬೆಟ್ಟದಲ್ಲಿ ಸುಮಾರು ಎಂಟು ಸಾವಿರಕ್ಕೂ ಅಧಿಕ ಶಿಲಾ ಸಮಾಧಿಗಳು ಮನೆಗಳಿದ್ದವು ಕೆಲ ದುಷ್ಕರ್ಮಿಗಳ ನಿಧಿ ಆಸೆಗೆ ಬಹುತೇಕ ಸಮಾಧಿಗಳು ನಾಶವಾಗಿದ್ದು ಪ್ರಸ್ತುತ 2-3 ನೂರು ಶಿಲಾ ಸಮಾಧಿಗಳು ಮಾತ್ರ ಇವೆ. ಶಿಲಾಯುಗದ ಜನರು ಕಾಡು ಪ್ರಾಣಿಗಳಿಂದ ಮತ್ತು ಮಳೆ, ಬಿಸಿಲಿನಿಂದ ರಕ್ಷಣೆ ಪಡೆಯಲು ಈ ಶಿಲಾ ಸಮಾಧಿ ಅಥವಾ ಮನೆಗಳನ್ನು ನಿರ್ಮಿಸಿಕೊಂಡಿದ್ದರು. ಸ್ವರ್ಣ ಹಗ್ಗಾರ್ ಕ್ರಿ.ಪೂ.2600-2400 ವರ್ಷಗಳಷ್ಟು ಹಿಂದಿನ ಈ ಬೆಟ್ಟದಲ್ಲಿ ಇರುವ ಶಿಲಾ ಚಿತ್ರಗಳು ಮತ್ತು ಗುಹೆಗಳಲ್ಲಿ ಇರುವ ಚಿತ್ರಗಳು ಈ ಪ್ರದೇಶದ ಪ್ರಾಚೀನತೆಯನ್ನು ತಿಳಿಸುತ್ತವೆ. ಮಧ್ಯಪ್ರದೇಶದ ಭೀಮ್ ಬೆಟ್ಕಾ ಪ್ರದೇಶದಲ್ಲಿರುವ ಗುಹಾಂತರ ಚಿತ್ರಗಳ ನಂತರ ನಮ್ಮ ಮೋರ್ಯರ ಬೆಟ್ಟ ಸೇರಿ ಕಿಷ್ಕಿಂಧಾ ಅಂಜನಾದ್ರಿ ಬೆಟ್ಟದ ವಿಶಾಲವಾದ ಪ್ರದೇಶದ ಬೆಟ್ಟಗಳಲ್ಲಿ ಇರುವ ಗುಹಾಂತರ ಚಿತ್ರಗಳು ವಿಶ್ವದ ಅತೀ ಪುರಾತನವಾಗಿವೆ. ಇವುಗಳ ಸಂರಕ್ಷಣೆ ಹಾಗೂ ಇವುಗಳನ್ನು ವಿಶ್ವ ಪಾರಂಪರಿಕ ತಾಣಗಳ ಪಟ್ಟಿಗೆ ಸೇರಿಸುವ ನಿಟ್ಟಿನಲ್ಲಿ ಪ್ರಯತ್ನಗಳು ನಡೆಯುತ್ತಿವೆ. ವಿಧಾನಸೌಧದಲ್ಲಿ ಏಳು ಗುಡ್ಡ ಪ್ರದೇಶದ ಪ್ರಾಗೈತಿಹಾಸಿಕ ಸ್ಮಾರಕಗಳ ಪ್ರದರ್ಶನ ಏರ್ಪಡಿಸಿದ್ದು ಮುಖ್ಯಮಂತ್ರಿ ಸಿದ್ದರಾಮಯ್ಯ ಪ್ರದರ್ಶನಕ್ಕೆ ಚಾಲನೆ ನೀಡಿದರು.: [471, 539, 774, 1076]
- article-headline: ವಿಪಕ್ಷಗಳ ಉಪರಾಷ್ಟ್ರಪತಿ ಅಭ್ಯರ್ಥಿಯಾಗಿ ನಿವೃತ್ತ ನ್ಯಾಯಮೂರ್ತಿ ಬಿ.ಸುದರ್ಶನ್ ರೆಡ್ಡಿ ಆಯ್ಕೆ: [13, 88, 403, 148]
- article-headline: ಮಹಾರಾಷ್ಟ್ರದಲ್ಲಿ ಸುರಿದ ಭಾರೀ ಮಳೆಯಿಂದಾಗಿ ಬೆಳಗಾವಿಯಲ್ಲಿ 8 ಸೇತುವೆ ಜಲಾವೃತ: [95, 1212, 376, 1311]
- article-body: ಬೆಂಗಳೂರು: ಧರ್ಮಸ್ಥಳದಲ್ಲಿ ಸಾಮೂಹಿಕವಾಗಿ ಮೃತದೇಹಗಳನ್ನು ಹೂತು ಹಾಕಿರುವ ಕುರಿತ ಆರೋಪಗಳ ಬಗ್ಗೆ ಇದೇ ಮೊದಲ ಬಾರಿಗೆ ಧರ್ಮಸ್ಥಳದ ಧರ್ಮಾಧಿಕಾರಿ ಮತ್ತು ರಾಜ್ಯಸಭಾ ಸಂಸದ ವೀರೇಂದ್ರ ಹೆಗ್ಗಡೆ ಪ್ರತಿಕ್ರಿಯಿಸಿದ್ದಾರೆ. ಈ ಆರೋಪಗಳು ಆಧಾರರಹಿತ ಮತ್ತು ಸುಳ್ಳು ಎಂದು ಹೇಳಿದ್ದಾರೆ. PTI ಸಂದರ್ಶನದಲ್ಲಿ ಮಾತನಾಡಿದ ವೀರೇಂದ್ರ ಹೆಗ್ಗಡೆ, ತಪ್ಪು ಮಾಹಿತಿ ಸಾಮಾಜಿಕ ಮಾಧ್ಯಮಗಳಲ್ಲಿ ಹರಡುತ್ತಿರುವುದು ನೋವು ತಂದಿದೆ. ಈ ಕುರಿತು ತನಿಖೆಗೆ ಕರ್ನಾಟಕ ಸರ್ಕಾರ ವಿಶೇಷ ತನಿಖಾ ತಂಡ (ಎಸ್‌ಐಟಿ) ರಚನೆ ಮಾಡಿರುವುದನ್ನು ಸ್ವಾಗತಿಸಿದ ಹೆಗ್ಗಡೆ, ಎಸ್‌ಐಟಿ ರಚನೆಯಿಂದ ಸತ್ಯ ಹೊರಬರಲಿದೆ ಎಂದು ಹೇಳಿದರು.: [471, 1252, 682, 1452]
- article-headline: ಮುಂದುವರಿದ ಮಳೆ ಆರ್ಭಟ: ಕೆಲವೆಡೆ ಶಾಲೆ, ಕಾಲೇಜಿಗೆ ರಜೆ: [118, 1643, 751, 1681]
- photo-rock-paintings: [938, 247, 1409, 509]
- article-body: ರಾಯಚೂರು: ಮಾನ್ವಿ ತಾಲೂಕಿನ ಮದ್ಲಾಪೂರು ಗ್ರಾಮದಲ್ಲಿ ಅಕ್ರಮ ಮರಳು ಸಾಗಣೆ ಮಾಡುತ್ತಿದ್ದ ಅಡ್ಡೆ ಮೇಲೆ ಪೊಲೀಸರು ದಾಳಿ ಮಾಡಿ 14 ಟಿಪ್ಪರ್ ಹಾಗೂ ಒಂದು ಜೆಸಿಬಿ ವಶಪಡಿಸಿಕೊಂಡಿದ್ದಾರೆ. ಮಾನ್ವಿ ಪಿ.ಐ. ಸೋಮಶೇಖರ ಕೆಂಚರೆಡ್ಡಿ ನೇತೃತ್ವದಲ್ಲಿ ಖಚಿತ ಮಾಹಿತಿ ಮೇರೆಗೆ ದಾಳಿ ನಡೆಸಿದ್ದು, ಈ ವೇಳೆ 2 ಟಿಪ್ಪರ್‌ಗಳಲ್ಲಿ ಮರಳು ತುಂಬಿಸಿಕೊಂಡಿದ್ದವು. ಉಳಿದ ವಾಹನಗಳ ಚಾಲಕರು ಹಾಗೂ ಜೆ.ಸಿ.ಬಿ ಆಪರೇಟರ್ ವಾಹನಗಳನ್ನು ಬಿಟ್ಟು ಪರಾರಿಯಾಗಿದ್ದಾರೆ. ಸರ್ಕಾರಕ್ಕೆ: [13, 952, 238, 1101]
- article-body: ಬೆಳಗಾವಿ: ಮಹಾರಾಷ್ಟ್ರ ಪಶ್ಚಿಮ ಘಟ್ಟದಲ್ಲಿ ಭಾರೀ ಮಳೆ ಸುರಿಯುತ್ತಿರುವ ಹಿನ್ನೆಲೆಯಲ್ಲಿ ಚಿಕ್ಕೋಡಿ ಉಪ ವಿಭಾಗ ವ್ಯಾಪ್ತಿಯ ಐದು ನದಿಗಳ ಒಳಹರಿವು ಹೆಚ್ಚಳವಾಗಿದ್ದು, 8 ಕೆಳಹಂತದ ಸೇತುವೆಗಳು ಜಲಾವೃತವಾಗಿವೆ. ಸೇತುವೆಗಳು ಜಲಾವೃತವಾದ ಹಿನ್ನೆಲೆಯಲ್ಲಿ 16 ಗ್ರಾಮಗಳ ಸಂಪರ್ಕ ಕಡಿತವಾಗಿದ್ದು, ಪರ್ಯಾಯ ಮಾರ್ಗಗಳ ಮೂಲಕ ಜನರು ಸಂಚಾರ ಮಾಡುತ್ತಿದ್ದಾರೆ. ವೇದ ಗಂಗಾ, ದೂಧಗಂಗಾ ಹಾಗೂ ಕೃಷ್ಣಾ ನದಿಗಳು ಅಪಾಯದ ಮಟ್ಟ ಮೀರಿ ಹರಿಯುತ್ತಿವೆ. ನಿಪ್ಪಾಣಿ ತಾಲೂಕಿನಲ್ಲಿ ಹರಿಯುವ ವೇದಗಂಗಾ ನದಿಗೆ ಅಡ್ಡಲಾಗಿ ಕಟ್ಟಿರುವ ಅಕ್ಕೋಳ-ಸಿದ್ನಾಳ, ಬಾರವಾಡ-ಕುನ್ನೂರ ಸೇತುವೆ ಜಲಾವೃತವಾಗಿದೆ.: [13, 1361, 188, 1594]
- article-headline: “ಆಧಾರರಹಿತ ಮತ್ತು ಸುಳ್ಳು”: ಧರ್ಮಸ್ಥಳದಲ್ಲಿ ಮೃತದೇಹಗಳನ್ನು ಹೂತು ಹಾಕಿರುವ ಕುರಿತ ಆರೋಪಗಳ ಬಗ್ಗೆ ವೀರೇಂದ್ರ ಹೆಗ್ಗಡೆ ಪ್ರತಿಕ್ರಿಯೆ: [584, 1130, 1295, 1201]
- byline: ■ ಬದಲಾವಣೆ ಸುದ್ದಿ: [13, 936, 94, 951]
- dateline-place: ಬೆಂಗಳೂರಿನ: [1009, 1098, 1055, 1111]
- byline: ■ ಬದಲಾವಣೆ ಸುದ್ದಿ: [13, 579, 202, 593]
- article-body-right: ಬೆಂಗಳೂರು: ಬೆಳಗಾವಿ, ಹಾವೇರಿ, ಉತ್ತರ ಕನ್ನಡ, ಧಾರವಾಡ, ವಿಜಯಪುರ, ಬೀದರ್ ಸೇರಿದಂತೆ ಹಲವು ಜಿಲ್ಲೆಗಳಲ್ಲಿ ಮುಂಗಾರು ಮಳೆ ಅಬ್ಬರಿಸುತ್ತಿದೆ. ಬಹುತೇಕ ನದಿಗಳು ತುಂಬಿ ಹರಿಯುತ್ತಿದ್ದು, ಜಲಾಶಯಗಳಿಂದ ಹೆಚ್ಚಿನ ನೀರನ್ನು ಹೊರಬಿಡಲಾಗುತ್ತಿದೆ. ಮುಂಜಾಗ್ರತಾ ಕ್ರಮವಾಗಿ ಬೆಳಗಾವಿ, ಹಾವೇರಿ, ಧಾರವಾಡ ಜಿಲ್ಲೆಯ ಎಲ್ಲಾ ಶಾಲಾ ಕಾಲೇಜುಗಳಿಗೆ ಬುಧವಾರ (ಆ.20) ರಜೆ ಘೋಷಿಸಲಾಗಿದೆ. ಶಿವಮೊಗ್ಗ ಜಿಲ್ಲೆ ಸಾಗರ ತಾಲ್ಲೂಕಿನ ಲಿಂಗನಮಕ್ಕಿ ಜಲಾಶಯಕ್ಕೆ ನೀರಿನ ಒಳಹರಿವು ಹೆಚ್ಚಳವಾಗಿದೆ. ಇತ್ತಾ ಸದ್ಯದಲ್ಲಿ ಜಲಾಶಯದಲ್ಲಿ ಒಟ್ಟು 1816.20 ಅಡಿ ನೀರು ಸಂಗ್ರಹವಾಗಿದೆ. ತುಂಗಭದ್ರಾ ಜಲಾಶಯದ ಕ್ರಸ್ಟ್ ಗೇಟ್‌ಗಳ ಮೂಲಕ ನದಿಗೆ ನೀರು ಹರಿಸಲಾಗುತ್ತಿದೆ. ಕರ್ನಾಟಕದ ಕೃಷ್ಣಾ ಜಲಾನಯನ ಪ್ರದೇಶದಲ್ಲಿ ಸುರಿಯುತ್ತಿರುವ ಭಾರಿ ಮಳೆಯಿಂದಾಗಿ ಮುಂಜಾಗ್ರತಾ ಕ್ರಮವಾಗಿ ಆಲಮಟ್ಟಿ ಜಲಾಶಯದಿಂದ 2 ಲಕ್ಷ ಕ್ಯೂಸೆಕ್ ನೀರು ಹೊರಬಿಡಲಾಗುತ್ತಿದೆ. ಬೆಳಿಗ್ಗೆ 1.50 ಲಕ್ಷ ಕ್ಯೂಸೆಕ್ ಇದ್ದ ಹೊರಹರಿವನ್ನು ಮಧ್ಯಾಹ್ನ 1.75 ಲಕ್ಷ ಕ್ಯೂಸೆಕ್‌ಗೆ ಹಾಗೂ ಸಂಜೆ 2 ಲಕ್ಷ ಕ್ಯೂಸೆಕ್‌ಗೆ ಹೆಚ್ಚಿಸಲಾಯಿತು. ಹಾವೇರಿ: ಜಿಲ್ಲೆಯಾದ್ಯಂತ ನಿರಂತರವಾಗಿ ಜೋರು ಮಳೆಯಾಗುತ್ತಿದ್ದು, ಮುಂಜಾಗ್ರತಾ ಕ್ರಮವಾಗಿ ಎಲ್ಲ ಶಾಲೆ-ಕಾಲೇಜು, ಅಂಗನವಾಡಿ ಹಾಗೂ ಶೈಕ್ಷಣಿಕ ಸಂಸ್ಥೆಗಳಿಗೆ ಆ.20ರಂದು ರಜೆ ಘೋಷಿಸಲಾಗಿದೆ. ಉತ್ತರ ಕನ್ನಡ ಜಿಲ್ಲೆಯಲ್ಲಿಯೂ ಮಳೆಯ ಆರ್ಭಟ ಮುಂದುವರಿದಿದ್ದು, ಘಟ್ಟ ಪ್ರದೇಶದ ತಾಲ್ಲೂಕುಗಳಲ್ಲಿ ಶಾಲೆಗಳಿಗೆ ರಜೆ ನೀಡಲಾಗಿದೆ. ಕಾರವಾರ ಮತ್ತು ಅಂಕೋಲಾ ಭಾಗದಲ್ಲಿ ನದಿಗಳ ನೀರಿನ ಮಟ್ಟ ಏರಿಕೆಯಾಗಿದೆ. ಆಲಮಟ್ಟಿ (ವಿಜಯಪುರ ಜಿಲ್ಲೆ): ಮಹಾರಾಷ್ಟ್ರ ಹಾಗೂ: [635, 1721, 853, 2173]
- article-body-column-3: ಆರೋಪಗಳು ಸುಳ್ಳಾಗಿದೆ. ಧರ್ಮಸ್ಥಳದಲ್ಲಿ ನಿಧನ ಹೊಂದಿದವರ ಮೃತದೇಹಗಳನ್ನು ಪಂಚಾಯತ್ ಅನುಮತಿಯೊಂದಿಗೆ ಅಂತ್ಯಸಂಸ್ಕಾರ ಮಾಡಲಾಗುತ್ತದೆ. ಈ ಪ್ರಕ್ರಿಯೆ ಕಾನೂನುಬದ್ಧವಾಗಿ ನಡೆಯುತ್ತಿದೆ. ಪಕ್ಷಾತೀತವಾಗಿ ರಾಜಕೀಯ ನಾಯಕರು ಧರ್ಮಸ್ಥಳಕ್ಕೆ ಬೆಂಬಲವಾಗಿ ನಿಂತಿದ್ದಾರೆ. ಮುಖ್ಯಮಂತ್ರಿ ಸಿದ್ದರಾಮಯ್ಯ ಅವರು ಹಾಗೂ ಉಪಮುಖ್ಯಮಂತ್ರಿ ಡಿ.ಕೆ. ಶಿವಕುಮಾರ್ ಅವರು ಪ್ರಕರಣದ ಬಗ್ಗೆ ಸಂಯಮದಿಂದ ವರ್ತಿಸಿದ್ದಾರೆ ಎಂದು ಹೆಗ್ಗಡೆ ಹೇಳಿದರು.: [943, 1227, 1169, 1359]
- article-headline: ಮೈಶುಗರ್ಸ್ ಅನುದಾನ ದುರ್ಬಳಕೆ: ತನಿಖೆ ನಡೆಸಲಾಗುತ್ತದೆ; ಸಚಿವ ಶಿವಾನಂದ ಪಾಟೀಲ: [956, 1643, 1322, 1703]
- page-number: 03: [1340, 13, 1399, 67]
- quote-signature: -ಡಾ.ಶರಣಬಸಪ್ಪ ಕೋಲ್ಕಾರ್ ಪ್ರಾಗೈತಿಹಾಸಿಕ ತಜ್ಞರು: [1193, 861, 1395, 876]
- byline: ■ ಬದಲಾವಣೆ ಸುದ್ದಿ: [471, 523, 552, 538]
